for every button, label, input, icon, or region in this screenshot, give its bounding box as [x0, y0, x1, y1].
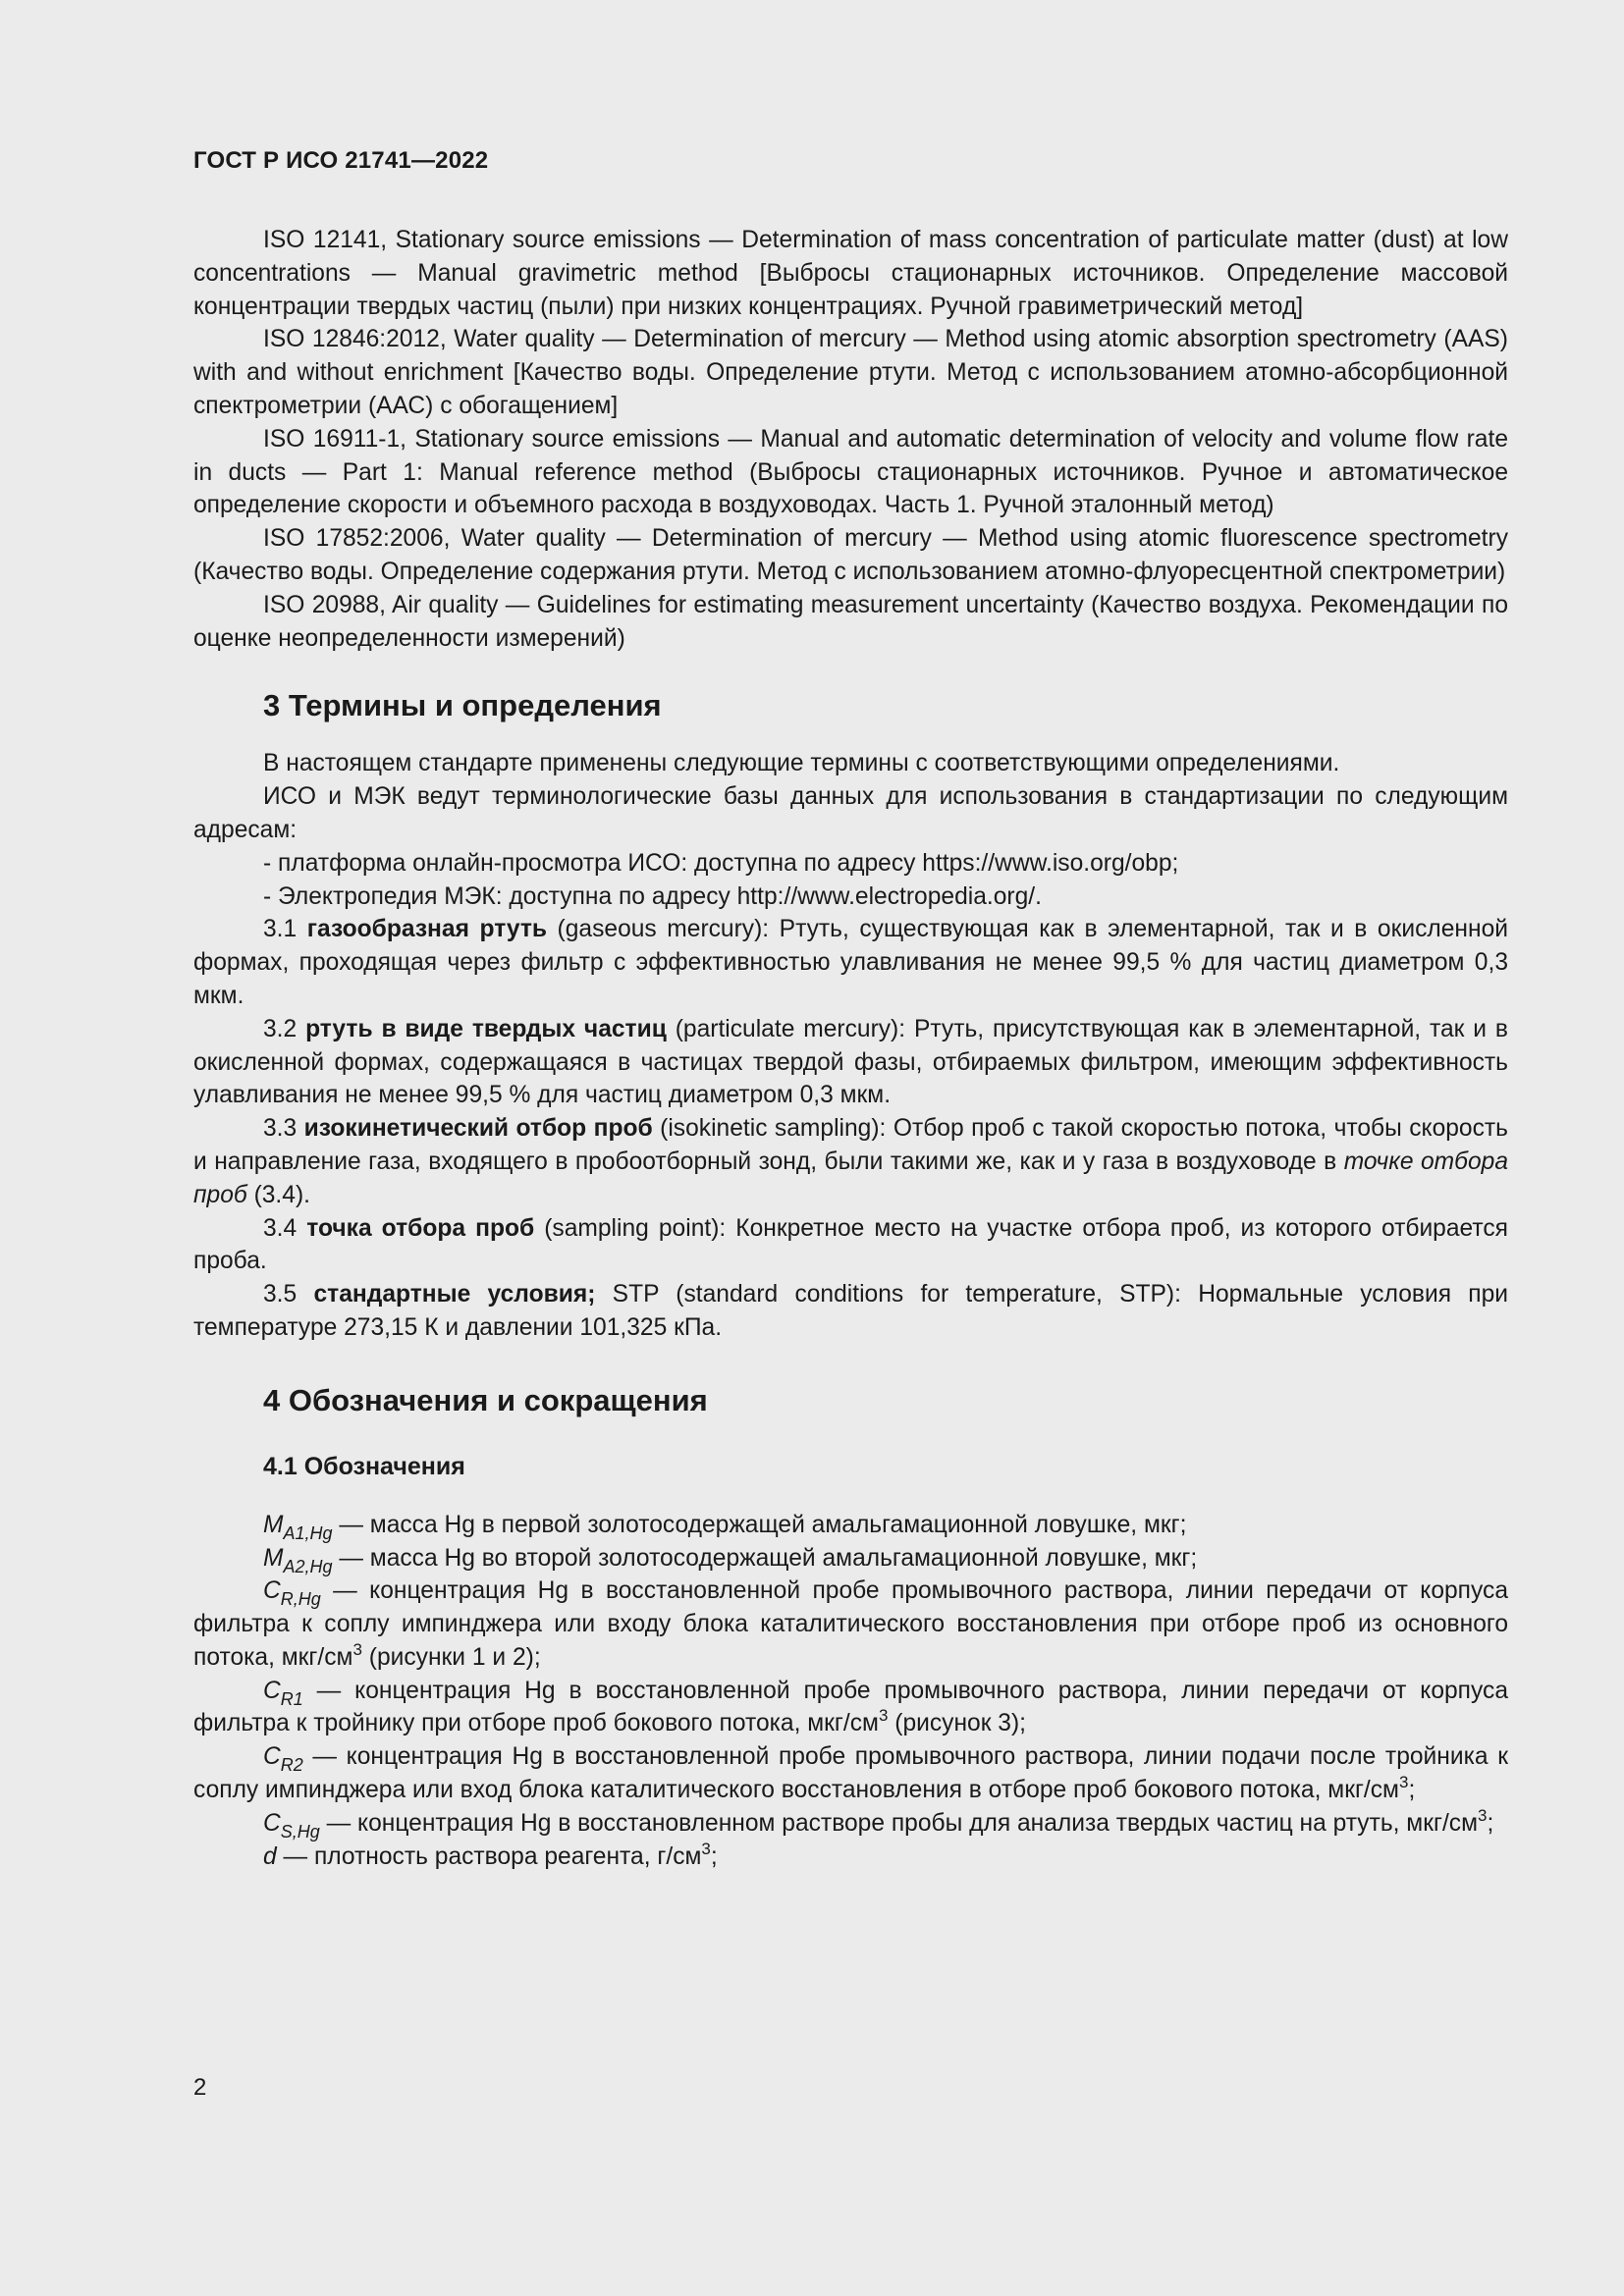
symbol-letter: C: [263, 1577, 281, 1605]
symbol-letter: C: [263, 1809, 281, 1837]
symbol-definition: — масса Hg во второй золотосодержащей амальгамационной ловушке, мкг;: [332, 1544, 1198, 1572]
term-name: изокинетический отбор проб: [303, 1115, 653, 1143]
reference-iso-20988: ISO 20988, Air quality — Guidelines for estimating measurement uncertainty (Качество воздуха. Рекомендации по оценке неопределенности измерений): [193, 591, 1508, 652]
term-3-5: [193, 1278, 1508, 1345]
term-number: 3.2: [263, 1015, 298, 1042]
term-name: ртуть в виде твердых частиц: [305, 1015, 667, 1042]
term-name: газообразная ртуть: [306, 916, 547, 943]
symbol-subscript: R,Hg: [280, 1589, 321, 1610]
section-4-heading: 4 Обозначения и сокращения: [263, 1382, 708, 1417]
list-item-iso-obp: - платформа онлайн-просмотра ИСО: доступна по адресу https://www.iso.org/obp;: [263, 849, 1179, 877]
term-name: стандартные условия;: [313, 1281, 596, 1308]
symbol-definition-tail: (рисунок 3);: [888, 1710, 1027, 1737]
symbol-c-r-hg: [193, 1575, 1508, 1674]
symbol-definition: — концентрация Hg в восстановленной пробе промывочного раствора, линии подачи после тройника к соплу импинджера или вход блока каталитического восстановления в отборе проб бокового потока, мкг/см: [193, 1743, 1508, 1804]
superscript: 3: [1398, 1773, 1409, 1792]
symbol-subscript: S,Hg: [280, 1821, 320, 1842]
symbol-definition: — плотность раствора реагента, г/см: [276, 1842, 702, 1870]
symbol-definition-tail: ;: [1408, 1777, 1416, 1804]
term-definition: (isokinetic sampling): Отбор проб с такой скоростью потока, чтобы скорость и направление газа, входящего в пробоотборный зонд, были такими же, как и у газа в воздуховоде в: [193, 1115, 1508, 1175]
symbol-definition-tail: ;: [1487, 1809, 1494, 1837]
symbol-m-a1-hg: [193, 1509, 1508, 1542]
symbol-definition: — концентрация Hg в восстановленной пробе промывочного раствора, линии передачи от корпуса фильтра к тройнику при отборе проб бокового потока, мкг/см: [193, 1677, 1508, 1737]
symbol-definition-tail: (рисунки 1 и 2);: [361, 1643, 541, 1671]
list-item-electropedia: - Электропедия МЭК: доступна по адресу http://www.electropedia.org/.: [263, 882, 1042, 910]
symbol-m-a2-hg: [193, 1542, 1508, 1575]
symbol-subscript: A1,Hg: [283, 1522, 333, 1543]
section-3-intro: В настоящем стандарте применены следующие термины с соответствующими определениями.: [263, 750, 1340, 777]
symbol-subscript: R1: [280, 1688, 303, 1709]
subsection-4-1-heading: 4.1 Обозначения: [263, 1452, 465, 1480]
superscript: 3: [701, 1839, 711, 1858]
superscript: 3: [1478, 1805, 1488, 1825]
section-3-databases: ИСО и МЭК ведут терминологические базы данных для использования в стандартизации по следующим адресам:: [193, 783, 1508, 843]
page-number: 2: [193, 2074, 207, 2101]
symbol-letter: C: [263, 1743, 281, 1771]
term-definition: (particulate mercury): Ртуть, присутствующая как в элементарной, так и в окисленной формах, содержащаяся в частицах твердой фазы, отбираемых фильтром, имеющим эффективность улавливания не менее 99,5 % для частиц диаметром 0,3 мкм.: [193, 1015, 1508, 1109]
term-number: 3.3: [263, 1115, 298, 1143]
term-number: 3.5: [263, 1281, 298, 1308]
term-definition: STP (standard conditions for temperature, STP): Нормальные условия при температуре 273,15 К и давлении 101,325 кПа.: [193, 1281, 1509, 1341]
symbol-subscript: R2: [280, 1755, 303, 1776]
symbol-d: [193, 1841, 1508, 1874]
symbol-definition: — концентрация Hg в восстановленной пробе промывочного раствора, линии передачи от корпуса фильтра к соплу импинджера или входу блока каталитического восстановления при отборе проб из основного потока, мкг/см: [193, 1577, 1508, 1671]
document-header: ГОСТ Р ИСО 21741—2022: [193, 147, 489, 174]
section-3-heading: 3 Термины и определения: [263, 688, 662, 723]
symbol-c-s-hg: [193, 1807, 1508, 1841]
term-3-3: [193, 1112, 1508, 1211]
symbol-definition: — масса Hg в первой золотосодержащей амальгамационной ловушке, мкг;: [332, 1511, 1187, 1538]
symbol-letter: d: [263, 1842, 277, 1870]
symbol-letter: M: [263, 1511, 284, 1538]
term-definition-tail: (3.4).: [246, 1181, 310, 1208]
term-definition: (sampling point): Конкретное место на участке отбора проб, из которого отбирается проба.: [193, 1214, 1508, 1275]
symbol-subscript: A2,Hg: [283, 1556, 333, 1576]
term-3-4: [193, 1212, 1508, 1279]
term-definition: (gaseous mercury): Ртуть, существующая как в элементарной, так и в окисленной формах, проходящая через фильтр с эффективностью улавливания не менее 99,5 % для частиц диаметром 0,3 мкм.: [193, 916, 1508, 1009]
term-number: 3.1: [263, 916, 298, 943]
term-name: точка отбора проб: [306, 1214, 535, 1242]
document-body: [193, 224, 1508, 1873]
symbol-c-r1: [193, 1675, 1508, 1741]
symbol-letter: M: [263, 1544, 284, 1572]
superscript: 3: [352, 1639, 362, 1659]
symbol-letter: C: [263, 1677, 281, 1704]
term-number: 3.4: [263, 1214, 298, 1242]
term-3-1: [193, 913, 1508, 1012]
symbol-c-r2: [193, 1740, 1508, 1807]
term-crossref: точке отбора проб: [193, 1148, 1509, 1208]
reference-iso-16911-1: ISO 16911-1, Stationary source emissions — Manual and automatic determination of velocity and volume flow rate in ducts — Part 1: Manual reference method (Выбросы стационарных источников. Ручное и автоматическое определение скорости и объемного расхода в воздуховодах. Часть 1. Ручной эталонный метод): [193, 425, 1508, 519]
term-3-2: [193, 1013, 1508, 1112]
superscript: 3: [878, 1706, 889, 1726]
reference-iso-17852: ISO 17852:2006, Water quality — Determination of mercury — Method using atomic fluorescence spectrometry (Качество воды. Определение содержания ртути. Метод с использованием атомно-флуоресцентной спектрометрии): [193, 525, 1508, 585]
reference-iso-12141: ISO 12141, Stationary source emissions — Determination of mass concentration of particulate matter (dust) at low concentrations — Manual gravimetric method [Выбросы стационарных источников. Определение массовой концентрации твердых частиц (пыли) при низких концентрациях. Ручной гравиметрический метод]: [193, 227, 1508, 320]
reference-iso-12846: ISO 12846:2012, Water quality — Determination of mercury — Method using atomic absorption spectrometry (AAS) with and without enrichment [Качество воды. Определение ртути. Метод с использованием атомно-абсорбционной спектрометрии (ААС) с обогащением]: [193, 326, 1508, 419]
symbol-definition-tail: ;: [710, 1842, 718, 1870]
symbol-definition: — концентрация Hg в восстановленном растворе пробы для анализа твердых частиц на ртуть, мкг/см: [319, 1809, 1478, 1837]
